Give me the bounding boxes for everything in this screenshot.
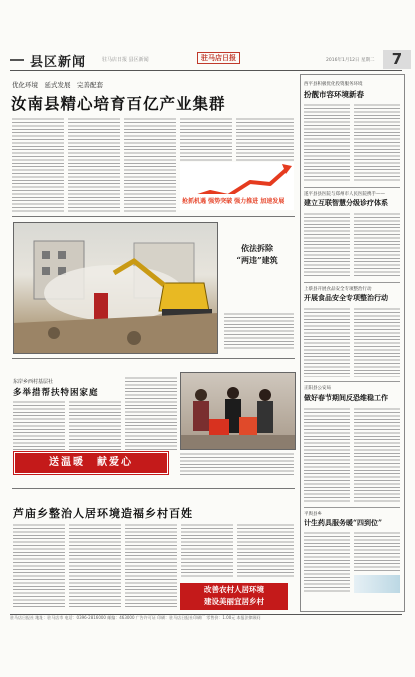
demolition-photo	[13, 222, 218, 354]
bottom-text-col-2	[69, 523, 121, 609]
photo-caption-line-1: 依法拆除	[241, 243, 273, 253]
charity-text-col-1	[13, 400, 65, 450]
charity-text-col-2	[69, 400, 121, 450]
right-column-rule	[304, 381, 400, 382]
charity-headline: 多举措帮扶特困家庭	[13, 388, 99, 398]
right-item-headline: 扮靓市容环境新春	[304, 90, 364, 99]
right-column-decorative-image	[354, 575, 400, 593]
demolition-scene	[14, 223, 217, 353]
right-item-headline: 做好春节期间反恐维稳工作	[304, 393, 388, 402]
bottom-text-col-5	[237, 523, 294, 579]
divider-rule	[12, 488, 295, 489]
right-column-rule	[304, 187, 400, 188]
bottom-text-col-3	[125, 523, 177, 609]
bottom-text-col-4	[181, 523, 233, 579]
photo-caption-text	[224, 312, 294, 350]
date-line: 2016年1月12日 星期二	[326, 58, 375, 63]
right-item-headline: 开展食品安全专项整治行动	[304, 293, 388, 302]
photo-caption-line-2: “两违”建筑	[236, 255, 278, 265]
right-item-headline: 计生药具服务暖“四到位”	[304, 518, 383, 527]
photo-caption	[220, 242, 294, 266]
charity-text-col-3	[125, 376, 177, 450]
bottom-banner-line-1: 改善农村人居环境	[204, 585, 264, 594]
right-item-kicker: 平舆县乡	[304, 512, 322, 517]
right-item-text	[354, 103, 400, 183]
right-item-kicker: 上蔡县开展食品安全专项整治行动	[304, 287, 372, 292]
right-column-rule	[304, 282, 400, 283]
charity-kicker: 东岸乡西村基层社	[13, 379, 54, 385]
bottom-text-col-1	[13, 523, 65, 609]
bottom-banner	[180, 583, 288, 610]
right-item-text	[354, 407, 400, 503]
divider-rule	[12, 216, 295, 217]
right-item-text	[354, 531, 400, 571]
lead-text-col-1	[12, 117, 64, 213]
right-item-text	[354, 212, 400, 278]
lead-text-col-3	[124, 117, 176, 213]
right-news-column	[300, 74, 405, 612]
lead-headline: 汝南县精心培育百亿产业集群	[11, 94, 226, 113]
page-footer: 驻马店日报社 地址：驻马店市 电话：0396-2816000 邮编：463000 广告许可证 印刷：驻马店日报社印刷厂 零售价：1.00元 本报法律顾问	[10, 614, 402, 623]
right-item-kicker: 西平县积极优化投资服务环境	[304, 82, 363, 87]
right-item-text	[304, 407, 350, 503]
charity-photo	[180, 372, 296, 450]
bottom-headline: 芦庙乡整治人居环境造福乡村百姓	[13, 507, 193, 520]
right-item-kicker: 遂平县县医院与郑州市人民医院携手——	[304, 192, 385, 197]
header-dash	[10, 59, 24, 61]
section-title: 县区新闻	[30, 55, 87, 70]
right-item-headline: 建立互联智慧分级诊疗体系	[304, 198, 388, 207]
growth-graphic	[180, 162, 294, 210]
header-small-text: 驻马店日报 县区新闻	[102, 57, 149, 63]
right-column-rule	[304, 507, 400, 508]
right-item-text	[304, 103, 350, 183]
divider-rule	[12, 358, 295, 359]
right-item-kicker: 正阳县公安局	[304, 386, 331, 391]
bottom-banner-line-2: 建设美丽宜居乡村	[204, 597, 264, 606]
lead-kicker: 优化环境 延式发展 完善配套	[12, 81, 103, 89]
growth-graphic-text: 抢抓机遇 强势突破 强力推进 加速发展	[182, 198, 285, 205]
right-item-text	[304, 307, 350, 377]
right-item-text	[354, 307, 400, 377]
charity-photo-caption	[180, 452, 294, 476]
charity-people-scene	[181, 373, 295, 449]
lead-text-col-2	[68, 117, 120, 213]
right-item-text	[304, 212, 350, 278]
right-item-text	[304, 531, 350, 593]
page-number: 7	[383, 50, 411, 69]
newspaper-logo: 驻马店日报	[197, 52, 240, 64]
page-header	[10, 50, 402, 71]
charity-banner: 送温暖 献爱心	[14, 452, 168, 474]
